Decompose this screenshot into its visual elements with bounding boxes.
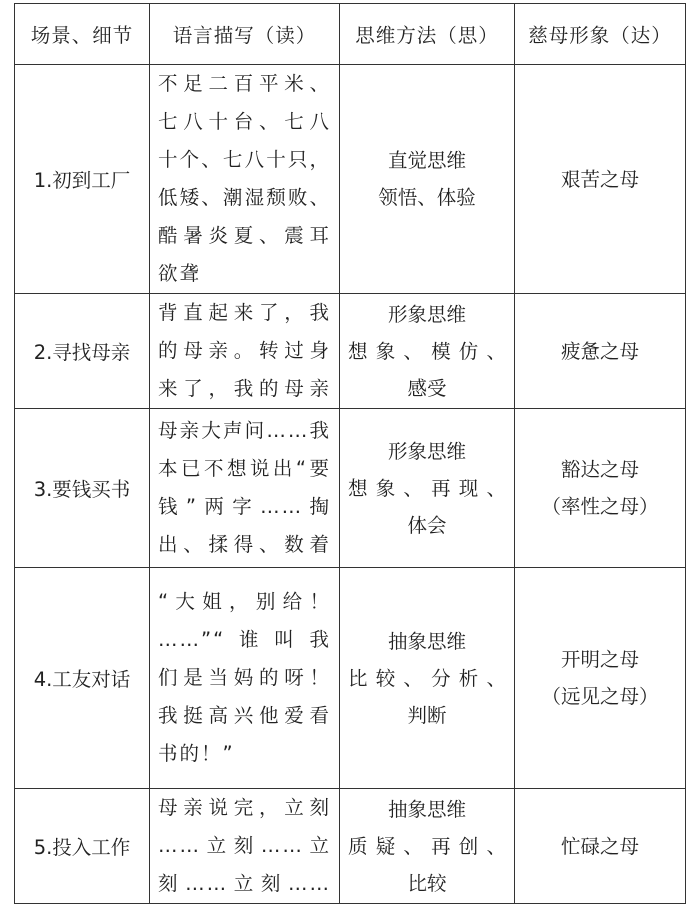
language-line: 我挺高兴他爱看 — [158, 704, 331, 727]
method-line: 想象、模仿、 — [348, 339, 506, 363]
language-line: 的母亲。转过身 — [158, 339, 331, 362]
language-line: 低矮、潮湿颓败、 — [158, 186, 331, 209]
language-line: 不足二百平米、 — [158, 72, 331, 95]
image-cell — [515, 789, 686, 904]
header-row — [15, 4, 686, 65]
scene-cell: 3.要钱买书 — [15, 409, 150, 568]
language-line: “大姐，别给！ — [158, 590, 331, 613]
language-cell — [150, 409, 340, 568]
language-line: 十个、七八十只， — [158, 148, 331, 171]
table-row — [15, 294, 686, 409]
table-header — [15, 4, 686, 65]
language-cell — [150, 65, 340, 294]
language-cell — [150, 294, 340, 409]
language-line: 钱”两字……掏 — [158, 495, 331, 518]
scene-cell: 4.工友对话 — [15, 568, 150, 789]
method-line: 直觉思维 — [387, 149, 466, 172]
image-line: 疲惫之母 — [560, 339, 639, 363]
language-line: 出、揉得、数着 — [158, 533, 331, 556]
image-cell — [515, 65, 686, 294]
method-cell — [340, 789, 515, 904]
table-row — [15, 65, 686, 294]
language-line: 刻……立刻…… — [158, 872, 331, 895]
image-line: 忙碌之母 — [560, 834, 639, 858]
language-line: 们是当妈的呀！ — [158, 666, 331, 689]
language-line: ……”“谁叫我 — [158, 628, 331, 651]
image-cell — [515, 409, 686, 568]
method-cell — [340, 294, 515, 409]
analysis-table — [14, 3, 686, 904]
language-line: 来了，我的母亲 — [158, 377, 331, 400]
table-body — [15, 65, 686, 904]
image-line: 艰苦之母 — [560, 167, 639, 191]
method-line: 想象、再现、 — [348, 476, 506, 500]
method-line: 形象思维 — [387, 302, 466, 326]
table-row — [15, 789, 686, 904]
method-cell — [340, 65, 515, 294]
language-cell — [150, 568, 340, 789]
image-line: 开明之母 — [560, 648, 639, 671]
method-line: 质疑、再创、 — [348, 834, 506, 858]
scene-cell: 2.寻找母亲 — [15, 294, 150, 409]
scene-cell: 5.投入工作 — [15, 789, 150, 904]
language-line: ……立刻……立 — [158, 834, 331, 857]
method-line: 判断 — [407, 703, 447, 727]
image-cell — [515, 568, 686, 789]
image-cell — [515, 294, 686, 409]
language-cell — [150, 789, 340, 904]
language-line: 母亲大声问……我 — [158, 419, 331, 442]
method-line: 形象思维 — [387, 439, 466, 463]
method-line: 比较、分析、 — [348, 666, 506, 690]
language-line: 欲聋 — [158, 262, 202, 285]
language-line: 本已不想说出“要 — [158, 457, 331, 480]
language-line: 书的！” — [158, 742, 235, 765]
header-language: 语言描写（读） — [150, 4, 340, 65]
table-row — [15, 409, 686, 568]
header-image: 慈母形象（达） — [515, 4, 686, 65]
language-line: 酷暑炎夏、震耳 — [158, 224, 331, 247]
header-scene: 场景、细节 — [15, 4, 150, 65]
language-line: 背直起来了，我 — [158, 301, 331, 324]
method-line: 领悟、体验 — [378, 186, 476, 209]
language-line: 七八十台、七八 — [158, 110, 331, 133]
image-line: （率性之母） — [541, 495, 659, 518]
scene-cell: 1.初到工厂 — [15, 65, 150, 294]
table-row — [15, 568, 686, 789]
method-line: 抽象思维 — [387, 629, 466, 653]
language-line: 母亲说完，立刻 — [158, 796, 331, 819]
image-line: （远见之母） — [541, 685, 659, 708]
method-line: 比较 — [407, 871, 447, 895]
method-cell — [340, 409, 515, 568]
method-line: 体会 — [407, 513, 447, 537]
method-line: 感受 — [407, 376, 447, 400]
method-line: 抽象思维 — [387, 797, 466, 821]
image-line: 豁达之母 — [560, 458, 639, 481]
method-cell — [340, 568, 515, 789]
header-method: 思维方法（思） — [340, 4, 515, 65]
